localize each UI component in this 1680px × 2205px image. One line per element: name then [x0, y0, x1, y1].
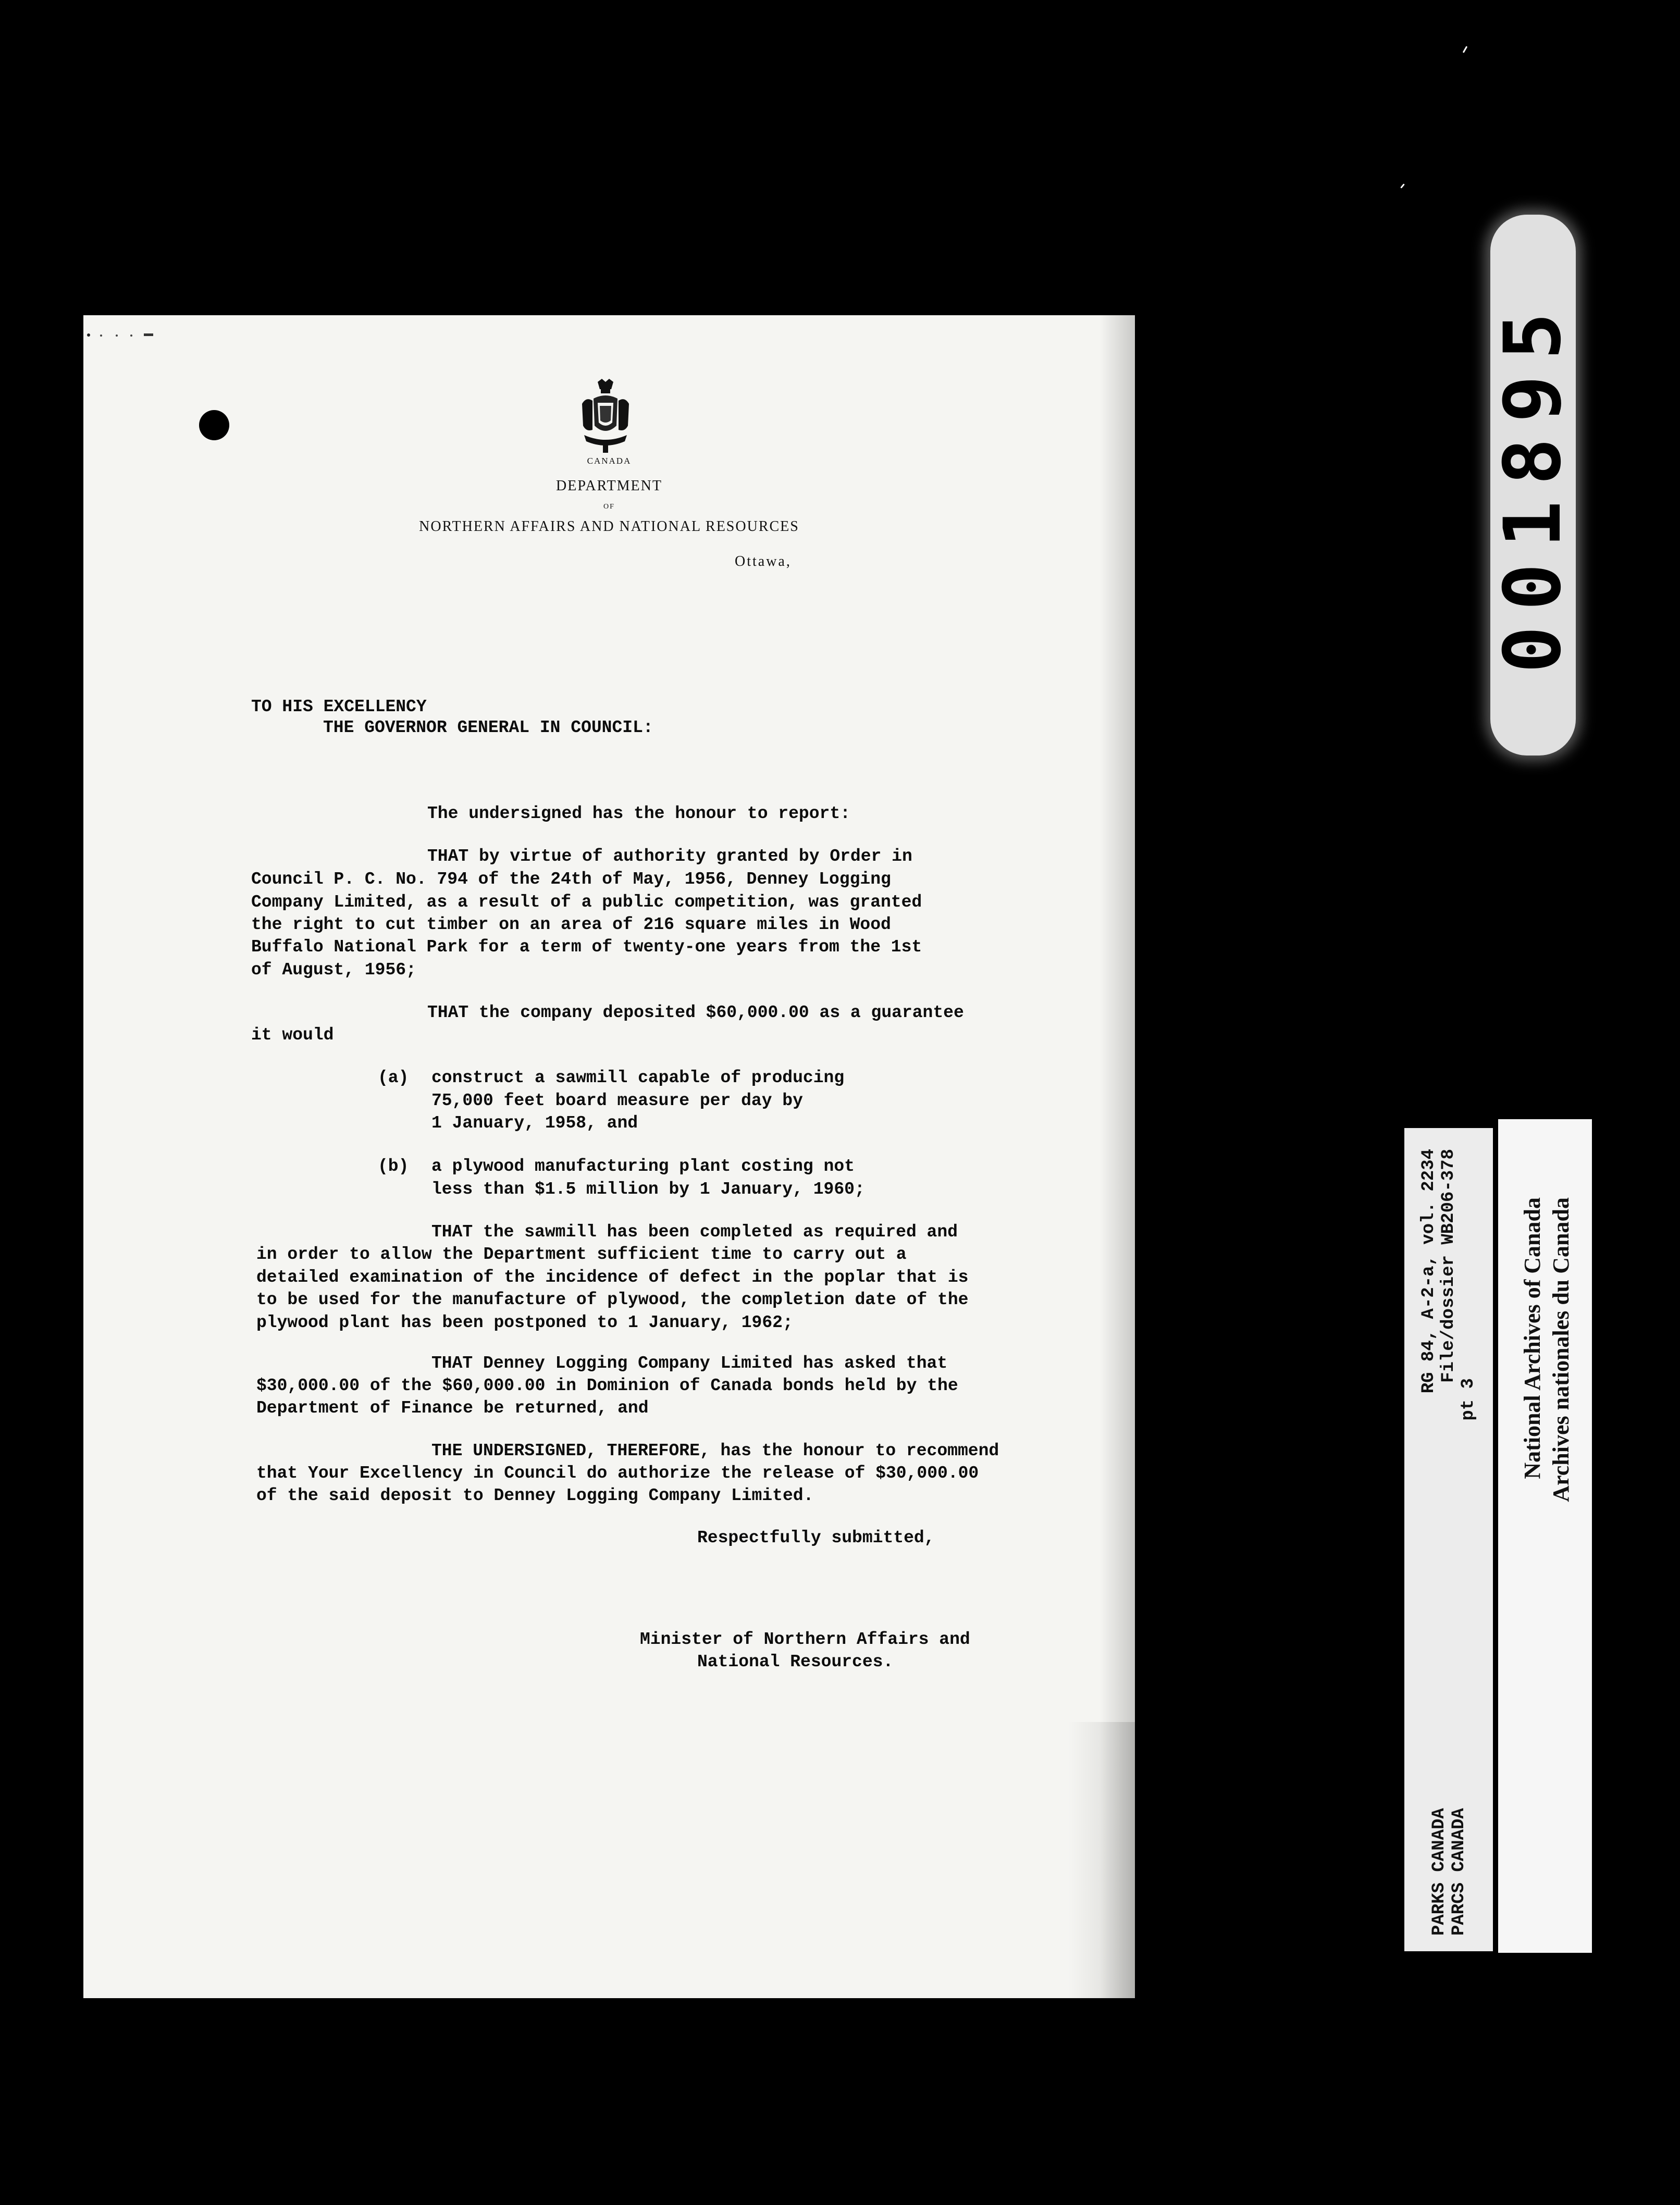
letter-page: [83, 315, 1135, 1998]
list-item-line: 75,000 feet board measure per day by: [431, 1091, 803, 1110]
paragraph-line: $30,000.00 of the $60,000.00 in Dominion of Canada bonds held by the: [256, 1376, 958, 1395]
signature-line: National Resources.: [697, 1652, 894, 1671]
signature-line: Minister of Northern Affairs and: [640, 1630, 970, 1649]
paragraph-line: of the said deposit to Denney Logging Company Limited.: [256, 1486, 814, 1505]
letterhead-of: OF: [603, 503, 615, 511]
list-item-line: construct a sawmill capable of producing: [431, 1068, 845, 1087]
film-speck: [1400, 183, 1405, 189]
paragraph-line: THAT by virtue of authority granted by Order in: [427, 847, 912, 866]
list-item-line: 1 January, 1958, and: [431, 1113, 638, 1133]
paragraph-line: Company Limited, as a result of a public competition, was granted: [251, 893, 922, 912]
letterhead-country: CANADA: [587, 456, 632, 466]
archives-name-fr: Archives nationales du Canada: [1548, 1197, 1574, 1502]
letterhead-department-name: NORTHERN AFFAIRS AND NATIONAL RESOURCES: [419, 518, 799, 535]
frame-number: 001895: [1488, 297, 1578, 673]
paragraph-line: plywood plant has been postponed to 1 January, 1962;: [256, 1313, 793, 1332]
national-archives-label: [1498, 1119, 1592, 1953]
archive-ref-line: File/dossier WB206-378: [1439, 1149, 1459, 1383]
list-item-line: a plywood manufacturing plant costing not: [431, 1157, 855, 1176]
paragraph-line: the right to cut timber on an area of 216 square miles in Wood: [251, 915, 891, 934]
list-item-line: less than $1.5 million by 1 January, 1960;: [431, 1180, 865, 1199]
addressee-line: THE GOVERNOR GENERAL IN COUNCIL:: [323, 718, 653, 737]
paragraph-line: of August, 1956;: [251, 960, 416, 980]
list-marker: (a): [378, 1068, 409, 1087]
paragraph-line: THAT Denney Logging Company Limited has asked that: [431, 1354, 948, 1373]
paragraph-line: Buffalo National Park for a term of twenty-one years from the 1st: [251, 937, 922, 957]
paragraph-line: it would: [251, 1025, 334, 1045]
paragraph-line: Council P. C. No. 794 of the 24th of May, 1956, Denney Logging: [251, 870, 891, 889]
paragraph-line: THAT the company deposited $60,000.00 as a guarantee: [427, 1003, 964, 1022]
intro-line: The undersigned has the honour to report:: [427, 804, 850, 823]
archives-name-en: National Archives of Canada: [1520, 1197, 1545, 1479]
paragraph-line: to be used for the manufacture of plywood, the completion date of the: [256, 1290, 969, 1309]
archive-reference-label: [1404, 1128, 1493, 1951]
paragraph-line: in order to allow the Department sufficient time to carry out a: [256, 1245, 907, 1264]
closing-line: Respectfully submitted,: [697, 1528, 935, 1547]
paragraph-line: detailed examination of the incidence of defect in the poplar that is: [256, 1268, 969, 1287]
paragraph-line: THAT the sawmill has been completed as required and: [431, 1222, 958, 1242]
addressee-line: TO HIS EXCELLENCY: [251, 697, 427, 716]
archive-ref-line: pt 3: [1459, 1378, 1478, 1421]
paragraph-line: that Your Excellency in Council do authorize the release of $30,000.00: [256, 1464, 979, 1483]
paragraph-line: Department of Finance be returned, and: [256, 1398, 649, 1418]
letter-body: [83, 315, 1135, 1998]
archive-ref-line: RG 84, A-2-a, vol. 2234: [1419, 1149, 1439, 1394]
page-shadow: [1068, 1722, 1135, 1998]
list-marker: (b): [378, 1157, 409, 1176]
paragraph-line: THE UNDERSIGNED, THEREFORE, has the honour to recommend: [431, 1441, 999, 1460]
letterhead-city: Ottawa,: [735, 553, 792, 569]
film-speck: [1463, 46, 1468, 53]
letterhead-department: DEPARTMENT: [556, 478, 662, 494]
parks-canada-en: PARKS CANADA: [1429, 1808, 1449, 1936]
parks-canada-fr: PARCS CANADA: [1449, 1808, 1469, 1936]
